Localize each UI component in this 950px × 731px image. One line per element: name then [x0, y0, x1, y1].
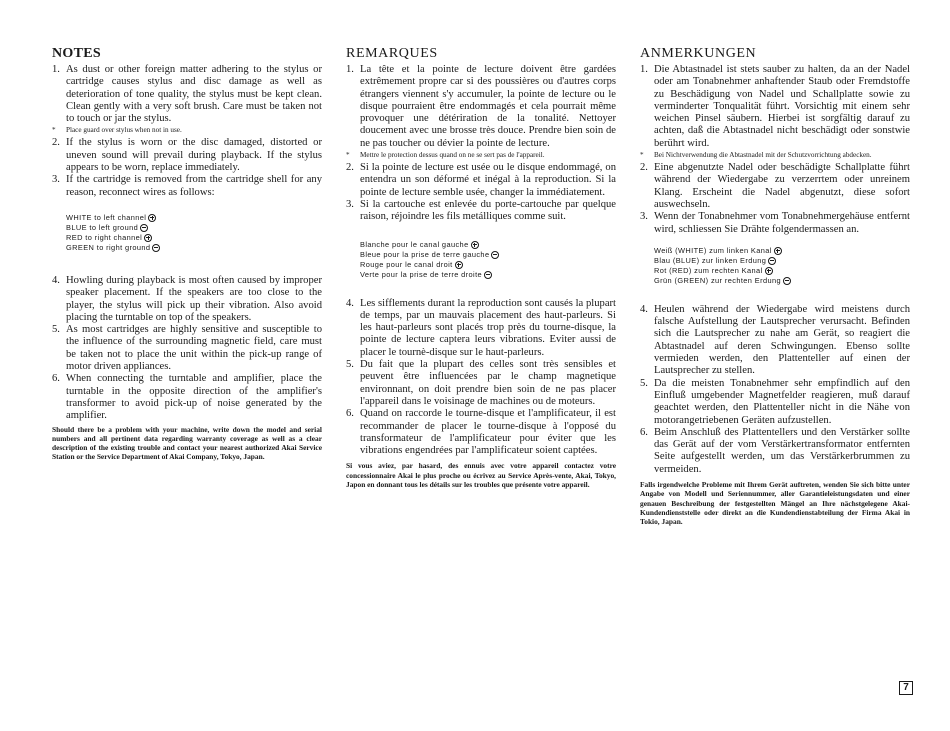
- item-text: As dust or other foreign matter adhering to the stylus or cartridge causes stylus and disc damage as well as deterioration of tone quality, the stylus must be kept clean. Clean gently with a very soft brush. Care must be taken not to touch or jar the stylus.: [66, 64, 322, 125]
- item-text: When connecting the turntable and amplifier, place the turntable in the opposite direction of the amplifier's transformer to avoid pick-up of noise generated by the amplifier.: [66, 373, 322, 422]
- item-number: 2.: [640, 162, 648, 174]
- item-text: Du fait que la plupart des celles sont très sensibles et peuvent être influencées par le champ magnetique environnant, on doit prendre bien soin de ne pas placer l'appareil dans le voisinage de machines ou de moteurs.: [360, 359, 616, 407]
- item-number: 1.: [640, 64, 648, 75]
- minus-icon: [140, 224, 148, 232]
- item-text: If the cartridge is removed from the cartridge shell for any reason, reconnect wires as follows:: [66, 174, 322, 198]
- item-text: Da die meisten Tonabnehmer sehr empfindlich auf den Einfluß umgebender Magnetfelder reagieren, muß darauf geachtet werden, den Plattenteller nicht in die Nähe von motorangetriebenen Geräten aufzustellen.: [654, 377, 910, 426]
- note-item-4: [346, 298, 616, 359]
- item-text: Howling during playback is most often caused by improper speaker placement. If the speakers are too close to the player, the stylus will pick up their vibration. Also avoid placing the turntable on top of the speakers.: [66, 274, 322, 323]
- item-number: 3.: [640, 211, 648, 223]
- note-item-6: [52, 373, 322, 422]
- service-notice: Si vous aviez, par hasard, des ennuis avec votre appareil contactez votre concessionnaire Akai le plus proche ou écrivez au Service Après-vente, Akai, Tokyo, Japon en donnant tous les détails sur les troubles que présente votre appareil.: [346, 461, 616, 490]
- item-text: Eine abgenutzte Nadel oder beschädigte Schallplatte führt während der Wiedergabe zu verzerrtem oder unreinem Klang. Erscheint die Nadel abgenutzt, diese sofort auswechseln.: [654, 162, 910, 210]
- wiring-entry: Blanche pour le canal gauche: [360, 240, 616, 250]
- note-item-5: [640, 378, 910, 427]
- note-item-4: [52, 275, 322, 324]
- item-number: 6.: [346, 408, 354, 420]
- note-text: Mettre le protection dessus quand on ne se sert pas de l'appareil.: [360, 151, 545, 160]
- wiring-entry: Verte pour la prise de terre droite: [360, 270, 616, 280]
- item-text: La tête et la pointe de lecture doivent être gardées extrêmement propre car si des poussières ou d'autres corps étrangers viennent s'y accumuler, la pointe de lecture ou le disque pourraient être endommagés et cela pourrait même provoquer une détériration de la tonalité. Nettoyer doucement avec une brosse très douce. Prendre bien soin de ne pas toucher ou dévier la pointe de lecture.: [360, 64, 616, 149]
- wiring-entry: GREEN to right ground: [66, 243, 322, 253]
- item-text: If the stylus is worn or the disc damaged, distorted or uneven sound will prevail during playback. If the stylus appears to be worn, replace immediately.: [66, 137, 322, 174]
- wiring-entry: Bleue pour la prise de terre gauche: [360, 250, 616, 260]
- service-notice: Should there be a problem with your machine, write down the model and serial numbers and all pertinent data regarding warranty coverage as well as a clear description of the existing trouble and contact your nearest authorized Akai Service Station or the Service Department of Akai Company, Tokyo, Japan.: [52, 424, 322, 462]
- note-item-5: [346, 359, 616, 408]
- item-text: Beim Anschluß des Plattentellers und den Verstärker sollte das Gerät auf der vom Verstärkertransformator entfernten Seite aufgestellt werden, um das Verstärkerbrummen zu vermeiden.: [654, 426, 910, 475]
- note-item-2: [640, 162, 910, 211]
- wiring-entry: Grün (GREEN) zur rechten Erdung: [654, 276, 910, 286]
- item-number: 3.: [52, 174, 60, 186]
- notes-column-german: [640, 46, 910, 527]
- guard-note: [640, 151, 910, 160]
- item-number: 6.: [52, 373, 60, 385]
- wiring-list: [66, 213, 322, 253]
- wiring-entry: Blau (BLUE) zur linken Erdung: [654, 256, 910, 266]
- plus-icon: [765, 267, 773, 275]
- heading-notes: NOTES: [52, 46, 101, 61]
- wiring-entry: BLUE to left ground: [66, 223, 322, 233]
- note-text: Bei Nichtverwendung die Abtastnadel mit der Schutzvorrichtung abdecken.: [654, 151, 872, 160]
- note-item-4: [640, 304, 910, 378]
- note-item-1: [640, 64, 910, 150]
- wiring-entry: Weiß (WHITE) zum linken Kanal: [654, 246, 910, 256]
- item-text: Si la cartouche est enlevée du porte-cartouche par quelque raison, réjoindre les fils metálliques comme suit.: [360, 198, 616, 223]
- note-item-1: [52, 64, 322, 125]
- item-number: 2.: [52, 137, 60, 149]
- notes-column-french: [346, 46, 616, 489]
- item-number: 1.: [52, 64, 60, 75]
- guard-note: [52, 126, 322, 135]
- item-number: 3.: [346, 198, 354, 210]
- wiring-list: [360, 240, 616, 280]
- plus-icon: [471, 241, 479, 249]
- plus-icon: [455, 261, 463, 269]
- item-number: 1.: [346, 64, 354, 75]
- item-text: Wenn der Tonabnehmer vom Tonabnehmergehäuse entfernt wird, schliessen Sie Drähte folgendermassen an.: [654, 211, 910, 235]
- note-item-2: [52, 137, 322, 174]
- plus-icon: [144, 234, 152, 242]
- asterisk: *: [52, 126, 56, 135]
- minus-icon: [768, 257, 776, 265]
- plus-icon: [774, 247, 782, 255]
- wiring-entry: Rouge pour le canal droit: [360, 260, 616, 270]
- item-text: Les sifflements durant la reproduction sont causés la plupart de temps, par un mauvais placement des haut-parleurs. Si les haut-parleurs sont placés trop près du tourne-disque, la pointe de lecture captera leurs vibrations. Eviter aussi de placer le tournè-disque sur le haut-parleurs.: [360, 297, 616, 358]
- notes-column-english: [52, 46, 322, 462]
- service-notice: Falls irgendwelche Probleme mit Ihrem Gerät auftreten, wenden Sie sich bitte unter Angabe von Modell und Seriennummer, aller Garantieleistungsdaten und einer genauen Beschreibung der festgestellten Mängel an Ihre nächstgelegene Akai-Kundendienststelle oder direkt an die Kundendienstabteilung der Firma Akai in Tokio, Japan.: [640, 480, 910, 527]
- asterisk: *: [640, 151, 644, 160]
- note-item-5: [52, 324, 322, 373]
- item-number: 5.: [346, 359, 354, 371]
- item-number: 5.: [52, 324, 60, 336]
- item-number: 6.: [640, 426, 648, 438]
- plus-icon: [148, 214, 156, 222]
- wiring-entry: RED to right channel: [66, 233, 322, 243]
- item-text: Si la pointe de lecture est usée ou le disque endommagé, on entendra un son déformé et inégal à la reproduction. Si la pointe de lecture semble usée, changer la immédiatement.: [360, 162, 616, 198]
- note-item-3: [346, 199, 616, 224]
- item-number: 5.: [640, 377, 648, 389]
- guard-note: [346, 151, 616, 160]
- item-text: Die Abtastnadel ist stets sauber zu halten, da an der Nadel oder am Tonabnehmer anhaftender Staub oder Fremdstoffe zu Beschädigung von Nadel und Schallplatte sowie zu verminderter Tonqualität führt. Vorsichtig mit einem sehr weichen Pinsel säubern. Hierbei ist sorgfältig darauf zu achten, daß die Abtastnadel nicht beschädigt oder sonstwie berührt wird.: [654, 64, 910, 149]
- item-text: Quand on raccorde le tourne-disque et l'amplificateur, il est recommander de placer le tourne-disque à l'opposé du transformateur de l'amplificateur pour éviter que les vibrations engendrées par l'amplificateur soient captées.: [360, 408, 616, 457]
- item-number: 4.: [52, 274, 60, 286]
- item-number: 4.: [640, 303, 648, 315]
- note-item-6: [640, 427, 910, 476]
- heading-remarques: REMARQUES: [346, 46, 438, 61]
- page-number: 7: [899, 681, 913, 695]
- asterisk: *: [346, 151, 350, 160]
- wiring-entry: Rot (RED) zum rechten Kanal: [654, 266, 910, 276]
- item-text: Heulen während der Wiedergabe wird meistens durch falsche Aufstellung der Lautsprecher verursacht. Befinden sich die Lautsprecher zu nahe am Gerät, so reagiert die Abtastnadel auf deren Schwingungen. Ebenso sollte vermieden werden, den Plattenteller auf einen der Lautsprecher zu stellen.: [654, 303, 910, 377]
- item-number: 2.: [346, 162, 354, 174]
- note-item-3: [52, 174, 322, 199]
- item-text: As most cartridges are highly sensitive and susceptible to the influence of the surrounding magnetic field, care must be taken not to place the unit within the pick-up range of motor driven appliances.: [66, 324, 322, 373]
- wiring-entry: WHITE to left channel: [66, 213, 322, 223]
- heading-anmerkungen: ANMERKUNGEN: [640, 46, 757, 61]
- note-item-6: [346, 408, 616, 457]
- note-item-3: [640, 211, 910, 236]
- note-item-2: [346, 162, 616, 199]
- wiring-list: [654, 246, 910, 286]
- minus-icon: [491, 251, 499, 259]
- item-number: 4.: [346, 297, 354, 309]
- note-text: Place guard over stylus when not in use.: [66, 126, 182, 135]
- minus-icon: [783, 277, 791, 285]
- minus-icon: [484, 271, 492, 279]
- note-item-1: [346, 64, 616, 150]
- minus-icon: [152, 244, 160, 252]
